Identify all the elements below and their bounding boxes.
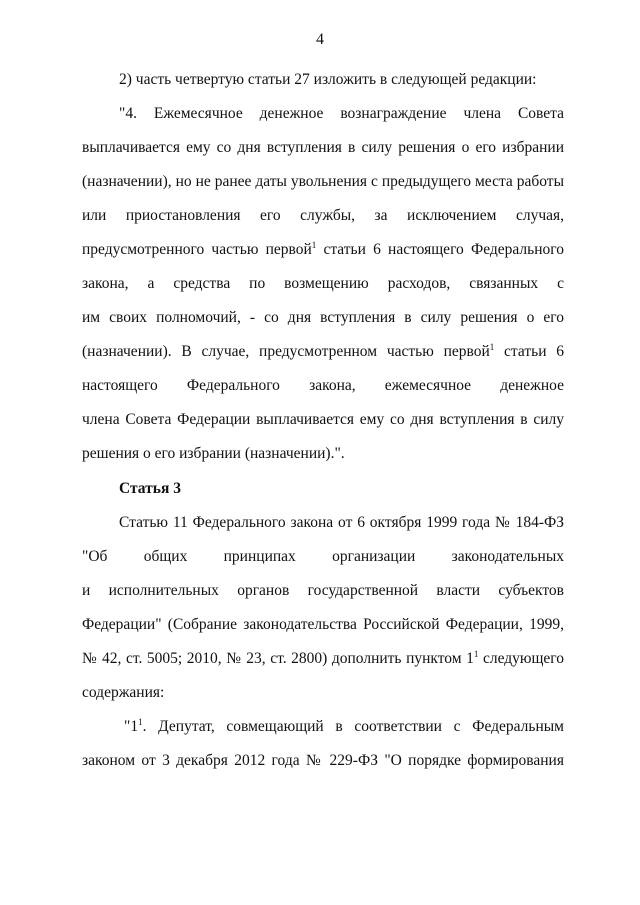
article-heading: Статья 3 — [119, 480, 181, 497]
document-body — [82, 63, 564, 778]
article-line: "$1^1$. Депутат, совмещающий в соответствии с Федеральным — [124, 717, 564, 735]
superscript: 1 — [489, 342, 495, 352]
article-line: и исполнительных органов государственной власти субъектов — [82, 582, 564, 599]
article-line: "Об общих принципах организации законодательных — [82, 548, 564, 565]
article-line: законом от 3 декабря 2012 года № 229-ФЗ "О порядке формирования — [82, 752, 564, 769]
article-line: № 42, ст. 5005; 2010, № 23, ст. 2800) дополнить пунктом $1^1$ следующего — [82, 649, 564, 667]
quote-line: решения о его избрании (назначении).". — [82, 445, 345, 462]
superscript: 1 — [311, 240, 317, 250]
quote-line: выплачивается ему со дня вступления в силу решения о его избрании — [82, 139, 564, 156]
quote-line: закона, а средства по возмещению расходов, связанных с — [82, 275, 564, 292]
article-line: содержания: — [82, 684, 165, 701]
quote-line: им своих полномочий, - со дня вступления в силу решения о его — [82, 309, 564, 326]
quote-line: (назначении). В случае, предусмотренном частью первой$^1$ статьи 6 — [82, 342, 564, 360]
superscript: 1 — [138, 717, 143, 727]
quote-line: настоящего Федерального закона, ежемесячное денежное — [82, 377, 564, 394]
quote-line: члена Совета Федерации выплачивается ему со дня вступления в силу — [82, 411, 564, 428]
superscript: 1 — [473, 649, 479, 659]
quote-line: "4. Ежемесячное денежное вознаграждение члена Совета — [119, 105, 564, 122]
page-number: 4 — [316, 31, 324, 48]
amendment-paragraph: 2) часть четвертую статьи 27 изложить в следующей редакции: — [119, 71, 537, 88]
article-line: Федерации" (Собрание законодательства Российской Федерации, 1999, — [82, 616, 564, 633]
article-line: Статью 11 Федерального закона от 6 октября 1999 года № 184-ФЗ — [119, 514, 564, 531]
quote-line: или приостановления его службы, за исключением случая, — [82, 207, 564, 224]
quote-line: (назначении), но не ранее даты увольнения с предыдущего места работы — [82, 173, 564, 190]
quote-line: предусмотренного частью первой$^1$ статьи 6 настоящего Федерального — [82, 240, 564, 258]
